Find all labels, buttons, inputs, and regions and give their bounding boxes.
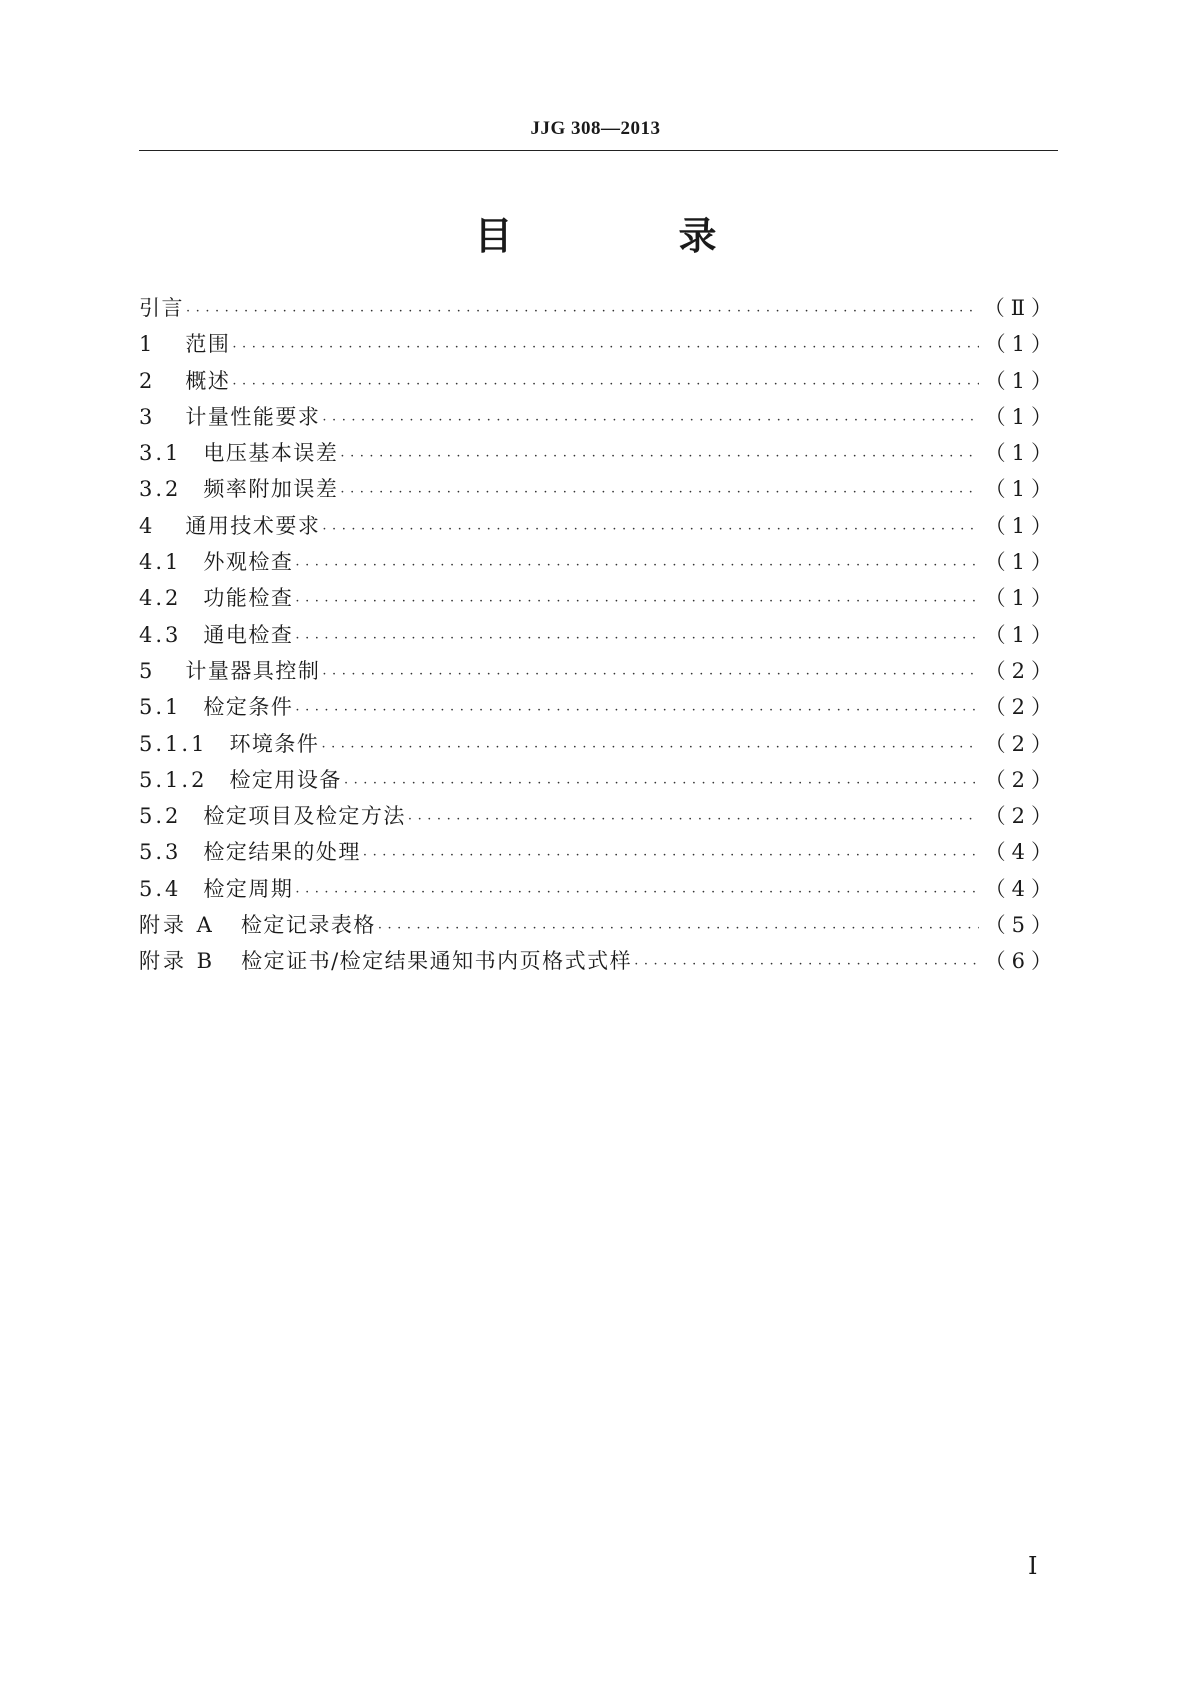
toc-entry-number: 附录 A	[139, 913, 215, 938]
toc-entry-5[interactable]	[139, 653, 1058, 689]
page-number: Ⅰ	[1028, 1554, 1038, 1580]
dot-leader	[378, 907, 979, 947]
dot-leader	[363, 834, 979, 874]
dot-leader	[295, 544, 978, 584]
toc-entry-page: （4）	[984, 876, 1058, 901]
toc-entry-title: 范围	[185, 332, 231, 357]
toc-entry-3-2[interactable]	[139, 471, 1058, 507]
dot-leader	[295, 617, 978, 657]
dot-leader	[634, 943, 978, 983]
toc-entry-title: 检定结果的处理	[203, 840, 361, 865]
toc-entry-number: 5.2	[139, 804, 182, 829]
toc-entry-title: 检定周期	[203, 876, 294, 901]
document-code-header: JJG 308—2013	[530, 118, 661, 139]
toc-entry-title: 概述	[185, 368, 231, 393]
toc-entry-page: （1）	[984, 622, 1058, 647]
table-of-contents	[139, 290, 1058, 980]
toc-entry-number: 4.3	[139, 622, 182, 647]
dot-leader	[232, 326, 978, 366]
toc-entry-4-3[interactable]	[139, 617, 1058, 653]
dot-leader	[340, 435, 978, 475]
toc-entry-page: （1）	[984, 441, 1058, 466]
toc-entry-number: 5.1.1	[139, 731, 208, 756]
toc-entry-title: 检定证书/检定结果通知书内页格式式样	[241, 949, 633, 974]
toc-entry-number: 4.1	[139, 550, 182, 575]
toc-entry-page: （1）	[984, 477, 1058, 502]
toc-entry-1[interactable]	[139, 326, 1058, 362]
toc-entry-page: （1）	[984, 332, 1058, 357]
toc-entry-page: （6）	[984, 949, 1058, 974]
toc-entry-page: （5）	[984, 913, 1058, 938]
toc-entry-page: （Ⅱ）	[983, 296, 1058, 320]
dot-leader	[186, 290, 978, 330]
toc-entry-title: 计量性能要求	[185, 404, 321, 429]
dot-leader	[295, 871, 978, 911]
toc-entry-intro[interactable]	[139, 290, 1058, 326]
dot-leader	[321, 726, 978, 766]
toc-entry-number: 5	[139, 658, 156, 683]
dot-leader	[344, 762, 979, 802]
toc-entry-title: 引言	[139, 296, 184, 320]
toc-entry-number: 1	[139, 332, 156, 357]
toc-entry-page: （1）	[984, 586, 1058, 611]
toc-entry-title: 计量器具控制	[185, 658, 321, 683]
dot-leader	[232, 363, 978, 403]
toc-entry-2[interactable]	[139, 363, 1058, 399]
toc-entry-number: 5.4	[139, 876, 182, 901]
toc-entry-4-2[interactable]	[139, 580, 1058, 616]
toc-entry-page: （1）	[984, 513, 1058, 538]
toc-entry-title: 检定用设备	[229, 767, 342, 792]
toc-entry-3-1[interactable]	[139, 435, 1058, 471]
toc-entry-title: 检定记录表格	[240, 913, 376, 938]
toc-entry-4-1[interactable]	[139, 544, 1058, 580]
toc-entry-number: 4	[139, 513, 156, 538]
page-title: 目 录	[474, 214, 781, 258]
toc-entry-4[interactable]	[139, 508, 1058, 544]
toc-entry-title: 通用技术要求	[185, 513, 321, 538]
dot-leader	[295, 689, 978, 729]
toc-entry-5-3[interactable]	[139, 834, 1058, 870]
toc-entry-page: （2）	[984, 658, 1058, 683]
toc-entry-number: 3.2	[139, 477, 182, 502]
toc-entry-number: 4.2	[139, 586, 182, 611]
toc-entry-title: 检定条件	[203, 695, 294, 720]
toc-entry-number: 5.3	[139, 840, 182, 865]
toc-entry-page: （1）	[984, 550, 1058, 575]
toc-entry-5-4[interactable]	[139, 871, 1058, 907]
toc-entry-page: （2）	[984, 804, 1058, 829]
toc-entry-page: （2）	[984, 695, 1058, 720]
dot-leader	[322, 653, 978, 693]
toc-entry-number: 3	[139, 404, 156, 429]
toc-entry-title: 环境条件	[229, 731, 320, 756]
toc-entry-title: 频率附加误差	[203, 477, 339, 502]
toc-entry-page: （1）	[984, 404, 1058, 429]
dot-leader	[408, 798, 979, 838]
toc-entry-title: 通电检查	[203, 622, 294, 647]
toc-entry-title: 电压基本误差	[203, 441, 339, 466]
toc-entry-number: 2	[139, 368, 156, 393]
dot-leader	[322, 508, 978, 548]
toc-entry-page: （2）	[984, 731, 1058, 756]
toc-entry-page: （4）	[984, 840, 1058, 865]
dot-leader	[322, 399, 978, 439]
toc-entry-appendix-b[interactable]	[139, 943, 1058, 979]
toc-entry-number: 3.1	[139, 441, 182, 466]
header-rule	[139, 150, 1058, 151]
toc-entry-title: 功能检查	[203, 586, 294, 611]
toc-entry-5-1-1[interactable]	[139, 726, 1058, 762]
toc-entry-appendix-a[interactable]	[139, 907, 1058, 943]
dot-leader	[295, 580, 978, 620]
toc-entry-5-1-2[interactable]	[139, 762, 1058, 798]
toc-entry-title: 检定项目及检定方法	[203, 804, 406, 829]
toc-entry-number: 5.1	[139, 695, 182, 720]
toc-entry-number: 附录 B	[139, 949, 216, 974]
dot-leader	[340, 471, 978, 511]
toc-entry-title: 外观检查	[203, 550, 294, 575]
toc-entry-5-2[interactable]	[139, 798, 1058, 834]
toc-entry-5-1[interactable]	[139, 689, 1058, 725]
toc-entry-page: （2）	[984, 767, 1058, 792]
toc-entry-page: （1）	[984, 368, 1058, 393]
toc-entry-3[interactable]	[139, 399, 1058, 435]
toc-entry-number: 5.1.2	[139, 767, 208, 792]
